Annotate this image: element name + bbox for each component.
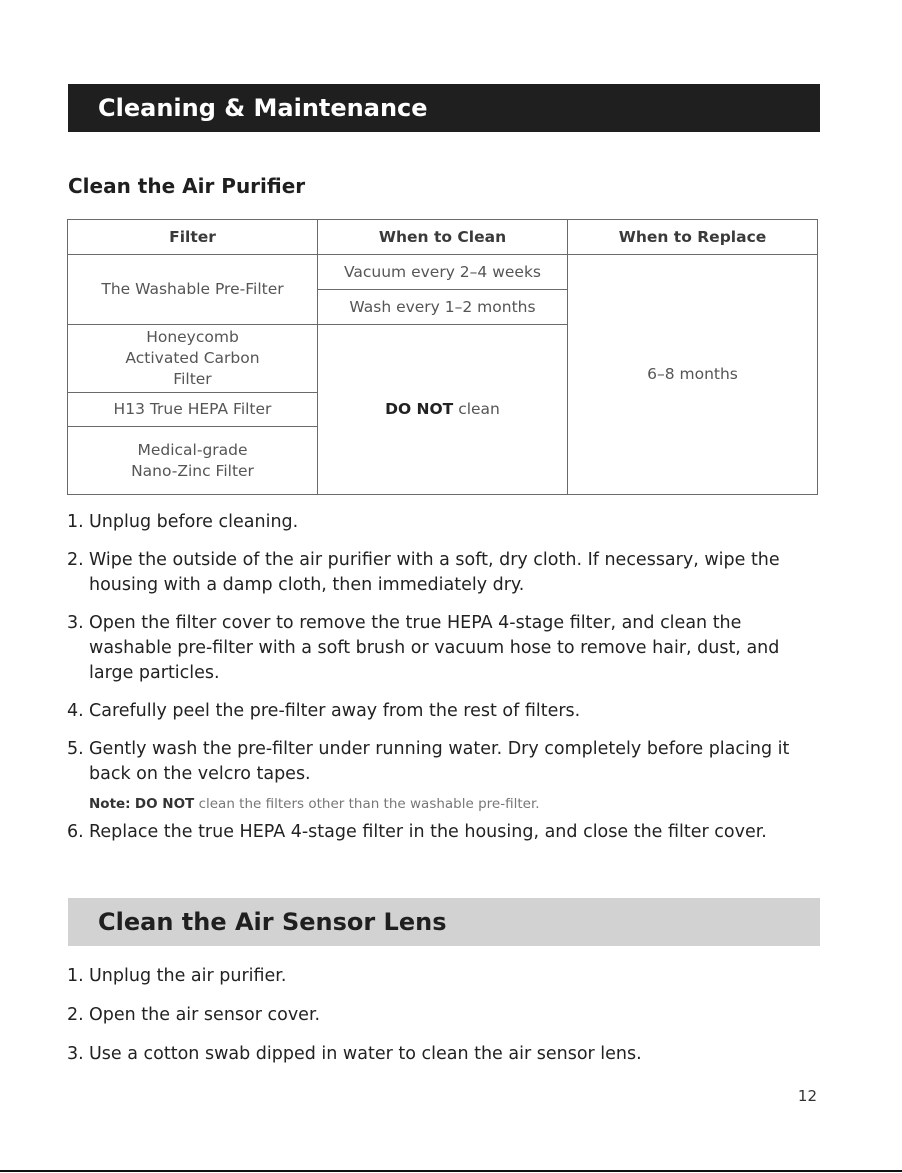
step-number: 2. [67,550,84,570]
step-text: Open the filter cover to remove the true HEPA 4-stage filter, and clean the washable pre-filter with a soft brush or vacuum hose to remove hair, dust, and large particles. [89,613,780,683]
step-number: 4. [67,701,84,721]
section-title: Cleaning & Maintenance [98,94,428,122]
header-when-to-replace: When to Replace [568,220,818,255]
step-number: 2. [67,1005,84,1025]
subsection-title: Clean the Air Purifier [68,174,306,198]
step-number: 1. [67,966,84,986]
list-item [67,1042,827,1067]
cell-replace: 6–8 months [568,255,818,495]
header-filter: Filter [68,220,318,255]
page-number: 12 [797,1087,817,1105]
note-bold: DO NOT [134,796,195,812]
sensor-steps-list [67,964,827,1081]
list-item [67,964,827,989]
list-item [67,510,827,535]
section-banner-sensor [68,898,820,946]
step-text: Use a cotton swab dipped in water to clean the air sensor lens. [89,1044,642,1064]
table-header-row [68,220,818,255]
step-text: Replace the true HEPA 4-stage filter in the housing, and close the filter cover. [89,822,767,842]
list-item [67,1003,827,1028]
note-text: clean the filters other than the washable pre-filter. [198,796,540,812]
header-when-to-clean: When to Clean [318,220,568,255]
step-text: Open the air sensor cover. [89,1005,321,1025]
step-text: Unplug the air purifier. [89,966,287,986]
step-text: Carefully peel the pre-filter away from the rest of filters. [89,701,581,721]
bottom-divider [0,1170,902,1172]
filter-maintenance-table [67,219,818,495]
table-row [68,255,818,290]
cell-hepa: H13 True HEPA Filter [68,393,318,427]
do-not-rest: clean [453,400,500,418]
step-number: 6. [67,822,84,842]
note [89,794,827,814]
cleaning-steps-list [67,510,827,858]
section-banner-cleaning [68,84,820,132]
step-text: Wipe the outside of the air purifier with a soft, dry cloth. If necessary, wipe the housing with a damp cloth, then immediately dry. [89,550,780,595]
list-item [67,548,827,598]
step-text: Unplug before cleaning. [89,512,299,532]
do-not-bold: DO NOT [385,400,454,418]
list-item [67,737,827,787]
step-text: Gently wash the pre-filter under running water. Dry completely before placing it back on the velcro tapes. [89,739,790,784]
step-number: 1. [67,512,84,532]
list-item [67,820,827,845]
section-title: Clean the Air Sensor Lens [98,908,447,936]
cell-do-not-clean [318,325,568,495]
cell-prefilter: The Washable Pre-Filter [68,255,318,325]
cell-nanozinc: Medical-grade Nano-Zinc Filter [68,427,318,495]
list-item [67,611,827,686]
step-number: 3. [67,613,84,633]
step-number: 3. [67,1044,84,1064]
cell-vacuum: Vacuum every 2–4 weeks [318,255,568,290]
cell-honeycomb: Honeycomb Activated Carbon Filter [68,325,318,393]
cell-wash: Wash every 1–2 months [318,290,568,325]
note-label: Note: [89,796,131,812]
step-number: 5. [67,739,84,759]
list-item [67,699,827,724]
